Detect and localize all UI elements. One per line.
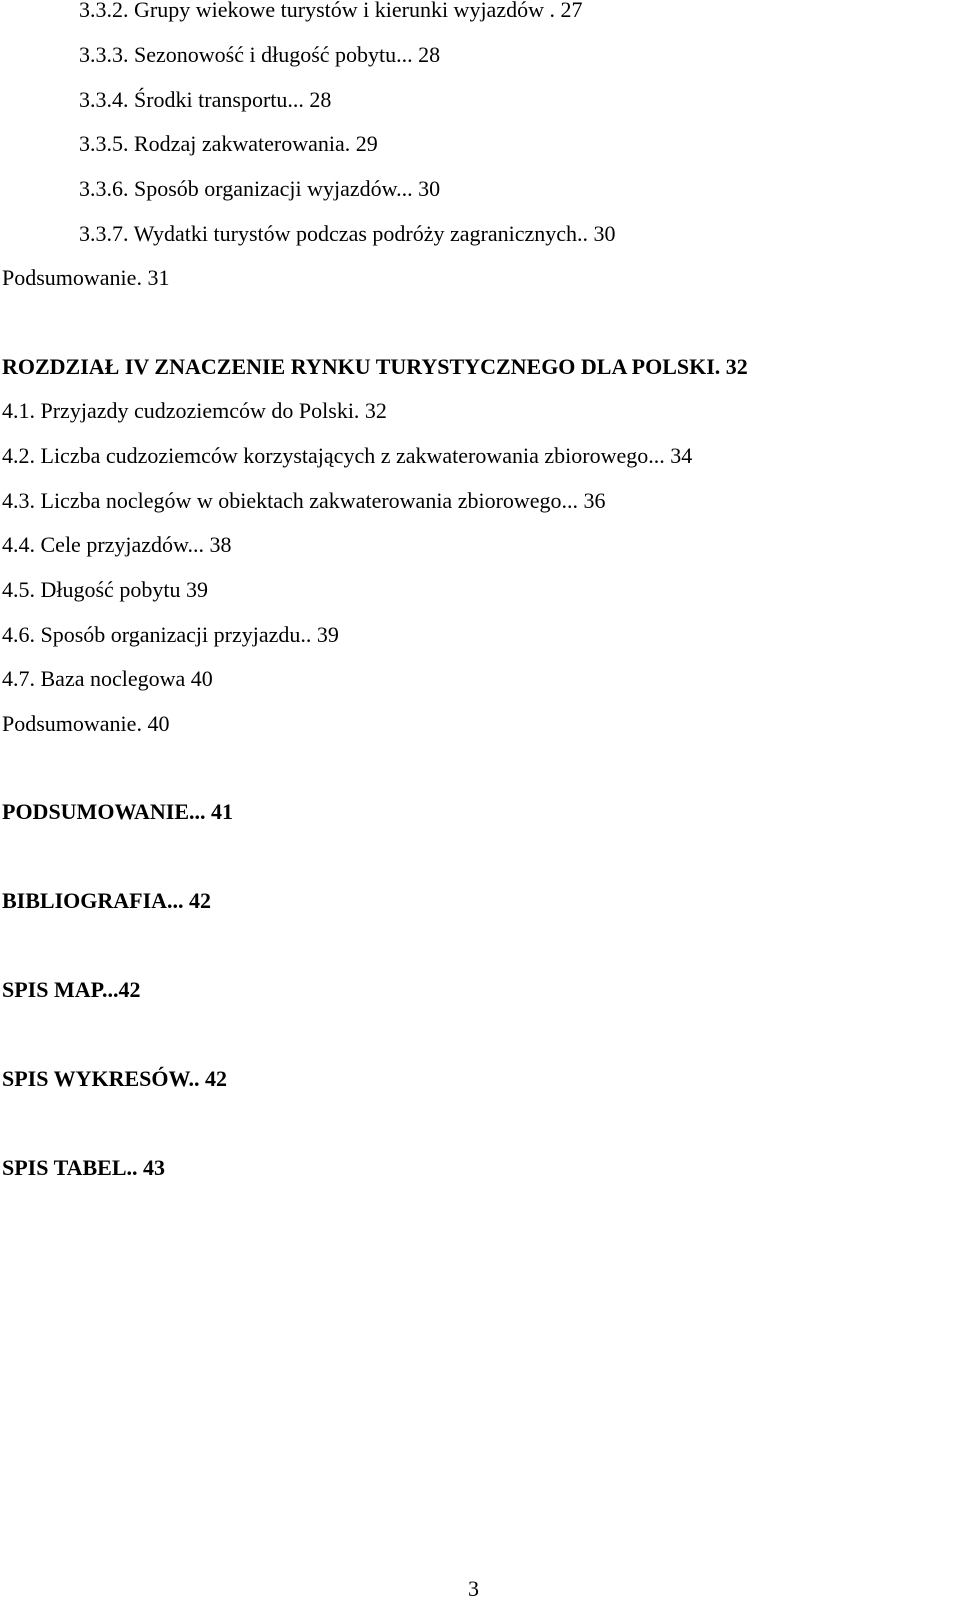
toc-entry-4-3: 4.3. Liczba noclegów w obiektach zakwaterowania zbiorowego... 36 [2, 488, 606, 513]
toc-entry-4-7: 4.7. Baza noclegowa 40 [2, 666, 213, 691]
toc-entry-summary-chapter-iii: Podsumowanie. 31 [2, 265, 170, 290]
toc-entry-4-4: 4.4. Cele przyjazdów... 38 [2, 532, 232, 557]
toc-entry-3-3-3: 3.3.3. Sezonowość i długość pobytu... 28 [79, 42, 441, 67]
toc-section-list-of-charts: SPIS WYKRESÓW.. 42 [2, 1066, 227, 1091]
toc-entry-3-3-2: 3.3.2. Grupy wiekowe turystów i kierunki wyjazdów . 27 [79, 0, 583, 22]
page-number: 3 [468, 1576, 479, 1601]
toc-section-list-of-maps: SPIS MAP...42 [2, 977, 141, 1002]
toc-section-list-of-tables: SPIS TABEL.. 43 [2, 1155, 166, 1180]
toc-entry-4-1: 4.1. Przyjazdy cudzoziemców do Polski. 32 [2, 398, 387, 423]
toc-entry-4-5: 4.5. Długość pobytu 39 [2, 577, 208, 602]
toc-section-summary: PODSUMOWANIE... 41 [2, 799, 234, 824]
toc-section-bibliography: BIBLIOGRAFIA... 42 [2, 888, 212, 913]
chapter-iv-heading: ROZDZIAŁ IV ZNACZENIE RYNKU TURYSTYCZNEGO DLA POLSKI. 32 [2, 354, 748, 379]
toc-entry-3-3-4: 3.3.4. Środki transportu... 28 [79, 87, 332, 112]
toc-entry-summary-chapter-iv: Podsumowanie. 40 [2, 711, 170, 736]
toc-entry-3-3-5: 3.3.5. Rodzaj zakwaterowania. 29 [79, 131, 378, 156]
toc-entry-3-3-6: 3.3.6. Sposób organizacji wyjazdów... 30 [79, 176, 441, 201]
toc-entry-3-3-7: 3.3.7. Wydatki turystów podczas podróży zagranicznych.. 30 [79, 221, 616, 246]
toc-entry-4-6: 4.6. Sposób organizacji przyjazdu.. 39 [2, 622, 339, 647]
toc-entry-4-2: 4.2. Liczba cudzoziemców korzystających z zakwaterowania zbiorowego... 34 [2, 443, 693, 468]
